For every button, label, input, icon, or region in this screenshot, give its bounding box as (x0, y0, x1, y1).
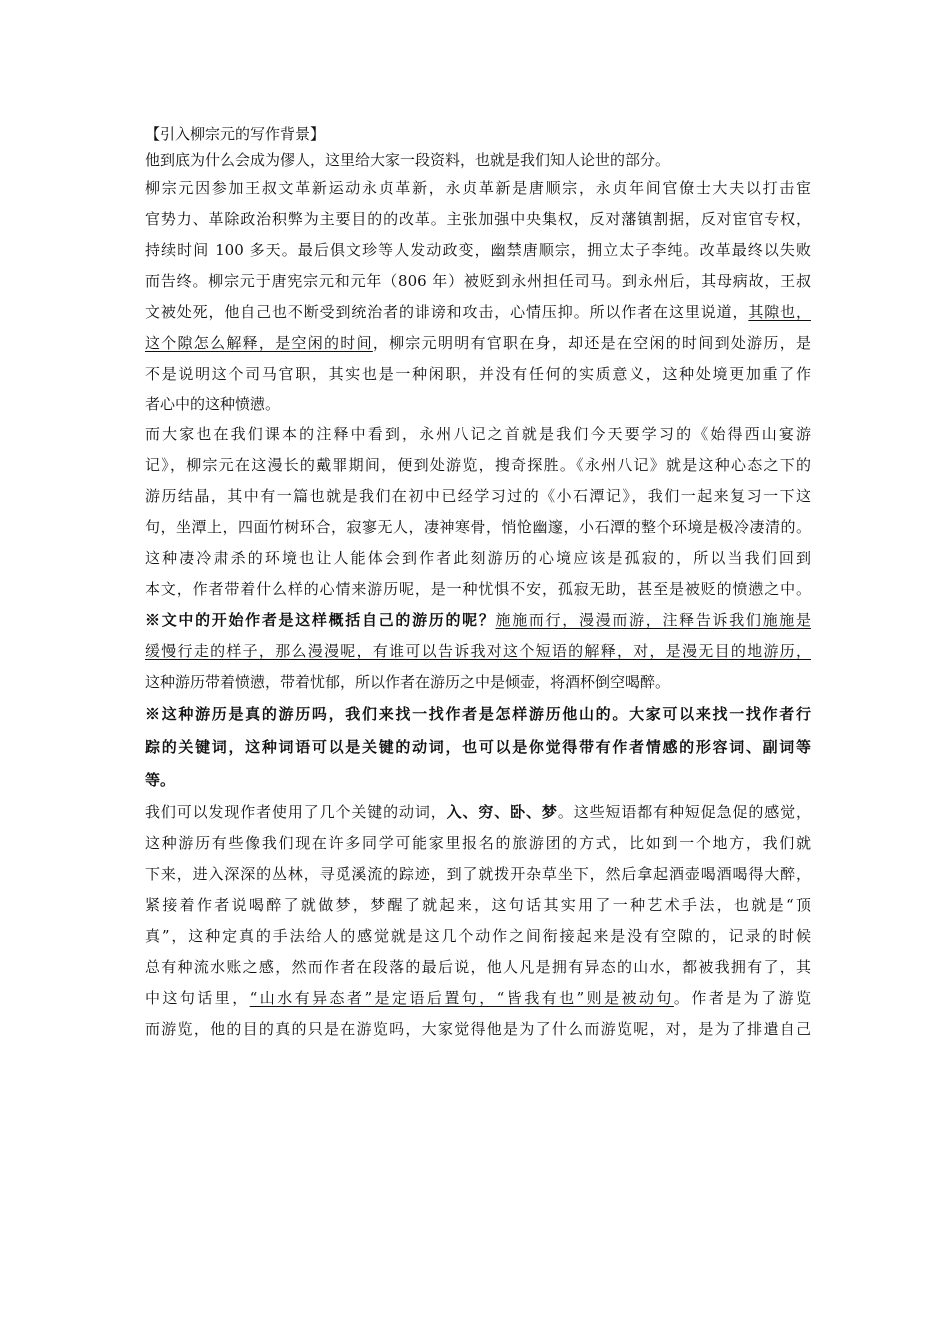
paragraph-line: 持续时间 100 多天。最后俱文珍等人发动政变，幽禁唐顺宗，拥立太子李纯。改革最终以失败 (145, 241, 811, 259)
underlined-text: 其隙也， (748, 303, 811, 321)
paragraph-line (145, 983, 811, 1014)
question-travel-summary (145, 605, 811, 698)
paragraph-background (145, 173, 811, 419)
paragraph-line: 者心中的这种愤懑。 (145, 395, 281, 413)
paragraph-notes (145, 419, 811, 605)
paragraph-line: 不是说明这个司马官职，其实也是一种闲职，并没有任何的实质意义，这种处境更加重了作 (145, 365, 811, 383)
text-run: 。作者是为了游览 (673, 989, 811, 1007)
paragraph-line: 紧接着作者说喝醉了就做梦，梦醒了就起来，这句话其实用了一种艺术手法，也就是“顶 (145, 896, 811, 914)
paragraph-line: 总有种流水账之感，然而作者在段落的最后说，他人凡是拥有异态的山水，都被我拥有了，其 (145, 958, 811, 976)
underlined-text: 这个隙怎么解释，是空闲的时间 (145, 334, 373, 352)
paragraph-analysis (145, 797, 811, 1045)
paragraph-line: 本文，作者带着什么样的心情来游历呢，是一种忧惧不安，孤寂无助，甚至是被贬的愤懑之中。 (145, 580, 811, 598)
paragraph-line (145, 605, 811, 636)
section-heading: 【引入柳宗元的写作背景】 (145, 125, 326, 143)
paragraph-line: 句，坐潭上，四面竹树环合，寂寥无人，凄神寒骨，悄怆幽邃，小石潭的整个环境是极冷凄清的。 (145, 518, 811, 536)
paragraph-line: 这种游历有些像我们现在许多同学可能家里报名的旅游团的方式，比如到一个地方，我们就 (145, 834, 811, 852)
text-run: 。这些短语都有种短促急促的感觉， (557, 803, 811, 821)
document-body (145, 121, 811, 1045)
paragraph-line: 柳宗元因参加王叔文革新运动永贞革新，永贞革新是唐顺宗，永贞年间官僚士大夫以打击宦 (145, 179, 811, 197)
underlined-text: 缓慢行走的样子，那么漫漫呢，有谁可以告诉我对这个短语的解释，对，是漫无目的地游历， (145, 642, 811, 660)
question-keywords (145, 698, 811, 797)
paragraph-line: 这种游历带着愤懑，带着忧郁，所以作者在游历之中是倾壶，将酒杯倒空喝醉。 (145, 673, 671, 691)
paragraph-line: 而大家也在我们课本的注释中看到，永州八记之首就是我们今天要学习的《始得西山宴游 (145, 425, 811, 443)
paragraph-line: 记》，柳宗元在这漫长的戴罪期间，便到处游览，搜奇探胜。《永州八记》就是这种心态之下的 (145, 456, 811, 474)
text-run: 中这句话里， (145, 989, 250, 1007)
paragraph-line: 下来，进入深深的丛林，寻觅溪流的踪迹，到了就拨开杂草坐下，然后拿起酒壶喝酒喝得大醉， (145, 865, 811, 883)
paragraph-line: 游历结晶，其中有一篇也就是我们在初中已经学习过的《小石潭记》，我们一起来复习一下这 (145, 487, 811, 505)
paragraph-line: 这种凄冷肃杀的环境也让人能体会到作者此刻游历的心境应该是孤寂的，所以当我们回到 (145, 549, 811, 567)
text-run: 我们可以发现作者使用了几个关键的动词， (145, 803, 447, 821)
paragraph-line: 而告终。柳宗元于唐宪宗元和元年（806 年）被贬到永州担任司马。到永州后，其母病故，王叔 (145, 272, 811, 290)
paragraph-line (145, 797, 811, 828)
bold-question-line: 踪的关键词，这种词语可以是关键的动词，也可以是你觉得带有作者情感的形容词、副词等 (145, 738, 811, 756)
underlined-text: 施施而行，漫漫而游，注释告诉我们施施是 (495, 611, 811, 629)
paragraph-line: 真”，这种定真的手法给人的感觉就是这几个动作之间衔接起来是没有空隙的，记录的时候 (145, 927, 811, 945)
underlined-text: “山水有异态者”是定语后置句，“皆我有也”则是被动句 (249, 989, 674, 1007)
paragraph-line (145, 297, 811, 328)
text-run: 文被处死，他自己也不断受到统治者的诽谤和攻击，心情压抑。所以作者在这里说道， (145, 303, 749, 321)
paragraph-line (145, 328, 811, 359)
bold-question-line: 等。 (145, 771, 176, 789)
bold-keywords: 入、穷、卧、梦 (446, 803, 558, 821)
text-run: ，柳宗元明明有官职在身，却还是在空闲的时间到处游历，是 (372, 334, 811, 352)
paragraph-line: 而游览，他的目的真的只是在游览吗，大家觉得他是为了什么而游览呢，对，是为了排遣自己 (145, 1020, 811, 1038)
bold-question-line: ※这种游历是真的游历吗，我们来找一找作者是怎样游历他山的。大家可以来找一找作者行 (145, 705, 811, 723)
paragraph-line (145, 636, 811, 667)
paragraph-line: 官势力、革除政治积弊为主要目的的改革。主张加强中央集权，反对藩镇割据，反对宦官专权， (145, 210, 811, 228)
intro-line: 他到底为什么会成为僇人，这里给大家一段资料，也就是我们知人论世的部分。 (145, 151, 671, 169)
bold-question: ※文中的开始作者是这样概括自己的游历的呢？ (145, 611, 496, 629)
